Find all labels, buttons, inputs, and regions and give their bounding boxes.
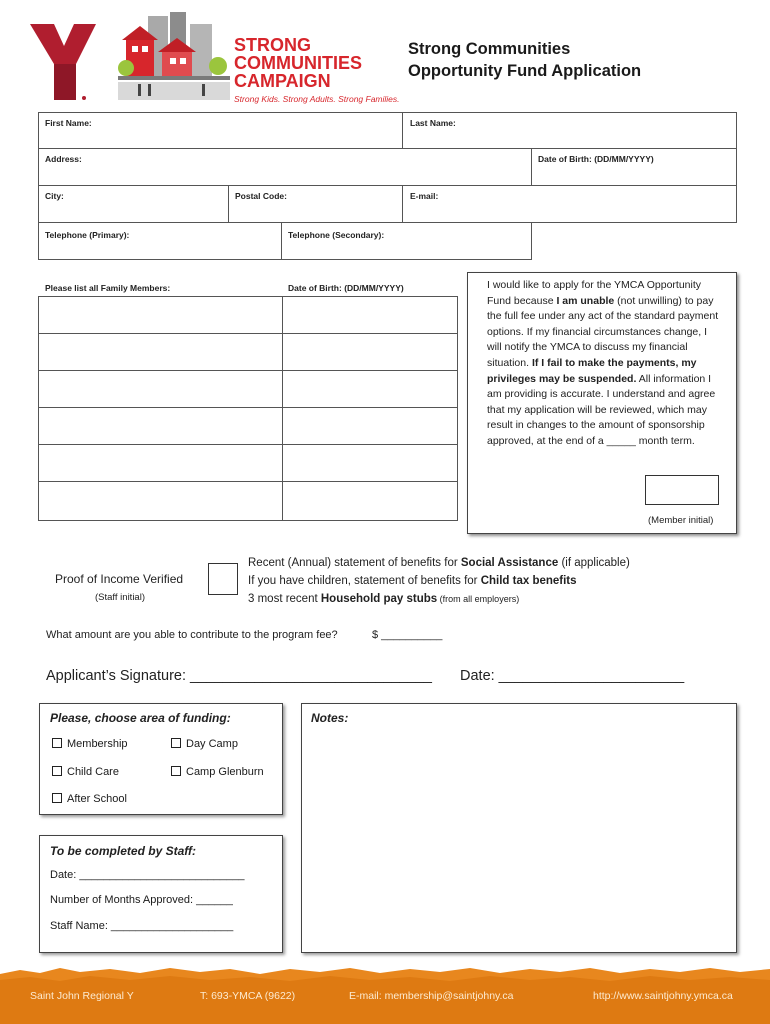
member-initial-box[interactable] [645, 475, 719, 505]
checkbox-icon[interactable] [171, 766, 181, 776]
staff-months-line[interactable]: Number of Months Approved: ______ [50, 894, 233, 906]
email-label: E-mail: [410, 191, 439, 201]
notes-box[interactable] [301, 703, 737, 953]
family-member-name-cell[interactable] [38, 444, 283, 482]
staff-name-line[interactable]: Staff Name: ____________________ [50, 920, 234, 932]
address-label: Address: [45, 154, 82, 164]
family-member-dob-cell[interactable] [282, 370, 458, 408]
ymca-logo [28, 22, 98, 104]
family-members-label: Please list all Family Members: [45, 283, 171, 293]
proof-income-items [248, 554, 630, 608]
applicant-signature-line[interactable]: Applicant’s Signature: ______________________________ [46, 668, 432, 684]
family-member-name-cell[interactable] [38, 296, 283, 334]
telephone-secondary-label: Telephone (Secondary): [288, 230, 385, 240]
family-member-dob-cell[interactable] [282, 407, 458, 445]
email-field[interactable] [402, 185, 737, 223]
proof-income-label: Proof of Income Verified [55, 572, 184, 586]
declaration-text-3: All information I am providing is accurate. I understand and agree that my application will be reviewed, which may result in changes to the amount of sponsorship approved, at the end of a _____ month term. [487, 372, 716, 447]
funding-title: Please, choose area of funding: [50, 711, 231, 725]
family-member-dob-cell[interactable] [282, 296, 458, 334]
family-member-dob-cell[interactable] [282, 444, 458, 482]
dob-label: Date of Birth: (DD/MM/YYYY) [538, 154, 654, 164]
family-member-name-cell[interactable] [38, 370, 283, 408]
city-field[interactable] [38, 185, 229, 223]
member-initial-label: (Member initial) [648, 515, 714, 526]
footer-org: Saint John Regional Y [30, 990, 134, 1002]
family-member-dob-cell[interactable] [282, 481, 458, 521]
signature-date-line[interactable]: Date: _______________________ [460, 668, 685, 684]
postal-code-label: Postal Code: [235, 191, 287, 201]
campaign-illustration [118, 10, 230, 102]
last-name-label: Last Name: [410, 118, 456, 128]
checkbox-icon[interactable] [52, 766, 62, 776]
footer-website-link[interactable]: http://www.saintjohny.ymca.ca [593, 990, 733, 1002]
proof-item-pay-stubs: 3 most recent Household pay stubs (from all employers) [248, 593, 520, 605]
campaign-tagline: Strong Kids. Strong Adults. Strong Families. [234, 94, 400, 104]
proof-item-social-assistance: Recent (Annual) statement of benefits for Social Assistance (if applicable) [248, 557, 630, 569]
funding-option-after-school[interactable]: After School [52, 793, 127, 805]
declaration-text-1: I would like to apply for the YMCA Opportunity Fund because [487, 279, 701, 307]
campaign-line3: CAMPAIGN [234, 71, 331, 91]
footer-phone: T: 693-YMCA (9622) [200, 990, 296, 1002]
family-dob-label: Date of Birth: (DD/MM/YYYY) [288, 283, 404, 293]
contribution-question: What amount are you able to contribute to the program fee? [46, 629, 338, 641]
family-member-name-cell[interactable] [38, 481, 283, 521]
telephone-primary-field[interactable] [38, 222, 282, 260]
campaign-wordmark [234, 36, 404, 104]
campaign-line1: STRONG [234, 35, 312, 55]
checkbox-icon[interactable] [52, 793, 62, 803]
contribution-amount-field[interactable]: $ __________ [372, 629, 443, 641]
funding-option-child-care[interactable]: Child Care [52, 766, 119, 778]
city-label: City: [45, 191, 64, 201]
staff-date-line[interactable]: Date: ___________________________ [50, 869, 245, 881]
proof-income-checkbox[interactable] [208, 563, 238, 595]
notes-title: Notes: [311, 711, 349, 725]
funding-option-camp-glenburn[interactable]: Camp Glenburn [171, 766, 264, 778]
address-field[interactable] [38, 148, 532, 186]
page-title-line1: Strong Communities [408, 40, 571, 58]
staff-initial-label: (Staff initial) [95, 592, 145, 603]
staff-title: To be completed by Staff: [50, 844, 197, 858]
page-title [408, 38, 641, 82]
funding-option-membership[interactable]: Membership [52, 738, 128, 750]
declaration-text-2: (not unwilling) to pay the full fee under any act of the standard payment options. If my financial circumstances change, I will notify the YMCA to discuss my financial situation. [487, 294, 719, 369]
family-member-name-cell[interactable] [38, 407, 283, 445]
family-member-dob-cell[interactable] [282, 333, 458, 371]
checkbox-icon[interactable] [171, 738, 181, 748]
telephone-secondary-field[interactable] [281, 222, 532, 260]
page-title-line2: Opportunity Fund Application [408, 62, 642, 80]
first-name-field[interactable] [38, 112, 403, 149]
checkbox-icon[interactable] [52, 738, 62, 748]
family-members-table [38, 296, 458, 521]
family-member-name-cell[interactable] [38, 333, 283, 371]
declaration-bold-2: If I fail to make the payments, my privileges may be suspended. [487, 356, 697, 385]
first-name-label: First Name: [45, 118, 92, 128]
declaration-bold-1: I am unable [556, 294, 615, 307]
telephone-primary-label: Telephone (Primary): [45, 230, 130, 240]
footer-bar [0, 966, 770, 1024]
footer-email[interactable]: E-mail: membership@saintjohny.ca [349, 990, 514, 1002]
declaration-text [487, 278, 723, 450]
funding-option-day-camp[interactable]: Day Camp [171, 738, 238, 750]
campaign-line2: COMMUNITIES [234, 53, 362, 73]
proof-item-child-tax: If you have children, statement of benefits for Child tax benefits [248, 575, 577, 587]
